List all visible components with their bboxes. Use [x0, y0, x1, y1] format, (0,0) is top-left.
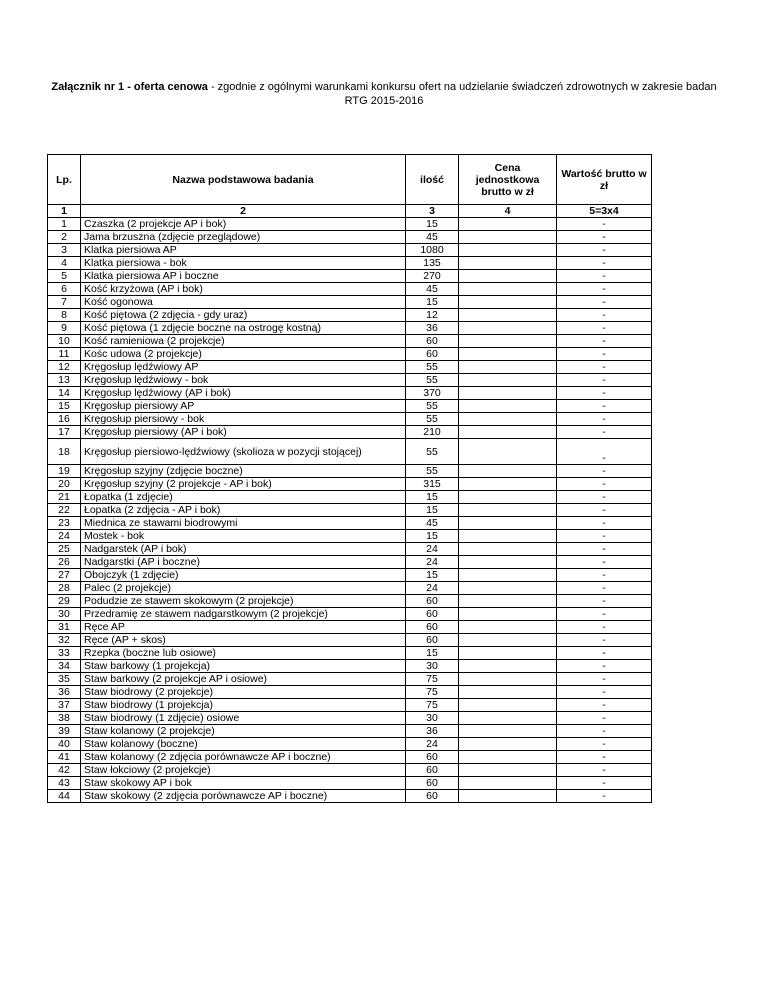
colnum-qty: 3: [406, 205, 459, 218]
row-gross-value: -: [557, 504, 652, 517]
row-unit-price: [459, 751, 557, 764]
row-exam-name: Kość piętowa (2 zdjęcia - gdy uraz): [81, 309, 406, 322]
row-lp: 8: [48, 309, 81, 322]
row-lp: 13: [48, 374, 81, 387]
row-unit-price: [459, 764, 557, 777]
row-quantity: 15: [406, 504, 459, 517]
header-name: Nazwa podstawowa badania: [81, 155, 406, 205]
row-quantity: 60: [406, 777, 459, 790]
row-exam-name: Łopatka (1 zdjęcie): [81, 491, 406, 504]
row-exam-name: Kość krzyżowa (AP i bok): [81, 283, 406, 296]
row-lp: 23: [48, 517, 81, 530]
colnum-name: 2: [81, 205, 406, 218]
row-gross-value: -: [557, 751, 652, 764]
row-quantity: 60: [406, 608, 459, 621]
row-unit-price: [459, 335, 557, 348]
table-row: [48, 660, 652, 673]
row-quantity: 55: [406, 374, 459, 387]
row-quantity: 210: [406, 426, 459, 439]
row-lp: 19: [48, 465, 81, 478]
row-unit-price: [459, 296, 557, 309]
row-lp: 28: [48, 582, 81, 595]
row-unit-price: [459, 725, 557, 738]
row-exam-name: Obojczyk (1 zdjęcie): [81, 569, 406, 582]
row-quantity: 15: [406, 569, 459, 582]
row-lp: 20: [48, 478, 81, 491]
table-row: [48, 699, 652, 712]
table-row: [48, 270, 652, 283]
colnum-price: 4: [459, 205, 557, 218]
row-quantity: 55: [406, 465, 459, 478]
row-exam-name: Klatka piersiowa AP i boczne: [81, 270, 406, 283]
table-row: [48, 686, 652, 699]
row-gross-value: -: [557, 777, 652, 790]
row-quantity: 12: [406, 309, 459, 322]
table-row: [48, 569, 652, 582]
row-quantity: 30: [406, 660, 459, 673]
row-unit-price: [459, 439, 557, 465]
row-gross-value: -: [557, 764, 652, 777]
row-lp: 25: [48, 543, 81, 556]
row-quantity: 24: [406, 543, 459, 556]
row-unit-price: [459, 738, 557, 751]
row-lp: 17: [48, 426, 81, 439]
row-gross-value: -: [557, 569, 652, 582]
row-quantity: 24: [406, 556, 459, 569]
table-row: [48, 491, 652, 504]
row-unit-price: [459, 647, 557, 660]
row-unit-price: [459, 374, 557, 387]
row-lp: 29: [48, 595, 81, 608]
table-row: [48, 400, 652, 413]
row-lp: 33: [48, 647, 81, 660]
heading-description: - zgodnie z ogólnymi warunkami konkursu ofert na udzielanie świadczeń zdrowotnych w zakresie badan RTG 2015-2016: [207, 81, 717, 107]
row-gross-value: -: [557, 257, 652, 270]
table-row: [48, 296, 652, 309]
header-lp: Lp.: [48, 155, 81, 205]
row-quantity: 135: [406, 257, 459, 270]
row-exam-name: Staw skokowy (2 zdjęcia porównawcze AP i boczne): [81, 790, 406, 803]
row-quantity: 30: [406, 712, 459, 725]
row-quantity: 60: [406, 335, 459, 348]
row-exam-name: Nadgarstki (AP i boczne): [81, 556, 406, 569]
row-quantity: 55: [406, 361, 459, 374]
row-unit-price: [459, 491, 557, 504]
row-unit-price: [459, 686, 557, 699]
row-quantity: 60: [406, 764, 459, 777]
row-lp: 32: [48, 634, 81, 647]
row-quantity: 1080: [406, 244, 459, 257]
row-unit-price: [459, 478, 557, 491]
row-exam-name: Palec (2 projekcje): [81, 582, 406, 595]
row-exam-name: Rzepka (boczne lub osiowe): [81, 647, 406, 660]
row-exam-name: Kręgosłup piersiowy AP: [81, 400, 406, 413]
row-quantity: 75: [406, 699, 459, 712]
row-exam-name: Staw łokciowy (2 projekcje): [81, 764, 406, 777]
colnum-value: 5=3x4: [557, 205, 652, 218]
row-exam-name: Kręgosłup piersiowo-lędźwiowy (skolioza w pozycji stojącej): [81, 439, 406, 465]
row-gross-value: -: [557, 218, 652, 231]
row-quantity: 60: [406, 634, 459, 647]
row-lp: 27: [48, 569, 81, 582]
row-quantity: 60: [406, 621, 459, 634]
row-exam-name: Staw barkowy (2 projekcje AP i osiowe): [81, 673, 406, 686]
row-quantity: 370: [406, 387, 459, 400]
row-exam-name: Podudzie ze stawem skokowym (2 projekcje): [81, 595, 406, 608]
table-row: [48, 283, 652, 296]
row-lp: 43: [48, 777, 81, 790]
row-quantity: 15: [406, 491, 459, 504]
table-row: [48, 530, 652, 543]
row-gross-value: -: [557, 556, 652, 569]
row-exam-name: Klatka piersiowa AP: [81, 244, 406, 257]
table-row: [48, 478, 652, 491]
row-gross-value: -: [557, 231, 652, 244]
table-row: [48, 751, 652, 764]
row-unit-price: [459, 673, 557, 686]
row-exam-name: Staw kolanowy (boczne): [81, 738, 406, 751]
row-unit-price: [459, 621, 557, 634]
row-exam-name: Kość ramieniowa (2 projekcje): [81, 335, 406, 348]
row-quantity: 55: [406, 439, 459, 465]
row-gross-value: -: [557, 530, 652, 543]
table-row: [48, 244, 652, 257]
table-row: [48, 322, 652, 335]
row-exam-name: Staw biodrowy (1 projekcja): [81, 699, 406, 712]
row-lp: 1: [48, 218, 81, 231]
row-gross-value: -: [557, 361, 652, 374]
table-row: [48, 647, 652, 660]
row-lp: 9: [48, 322, 81, 335]
row-quantity: 36: [406, 322, 459, 335]
row-unit-price: [459, 543, 557, 556]
row-gross-value: -: [557, 517, 652, 530]
row-exam-name: Kręgosłup lędźwiowy - bok: [81, 374, 406, 387]
row-exam-name: Łopatka (2 zdjęcia - AP i bok): [81, 504, 406, 517]
row-unit-price: [459, 283, 557, 296]
table-row: [48, 504, 652, 517]
row-exam-name: Kość piętowa (1 zdjęcie boczne na ostrogę kostną): [81, 322, 406, 335]
heading-bold-title: Załącznik nr 1 - oferta cenowa: [51, 81, 208, 93]
row-quantity: 15: [406, 296, 459, 309]
table-row: [48, 790, 652, 803]
row-exam-name: Kręgosłup piersiowy - bok: [81, 413, 406, 426]
row-gross-value: -: [557, 309, 652, 322]
row-quantity: 315: [406, 478, 459, 491]
row-quantity: 60: [406, 595, 459, 608]
header-price: Cena jednostkowa brutto w zł: [459, 155, 557, 205]
row-quantity: 15: [406, 530, 459, 543]
row-unit-price: [459, 244, 557, 257]
row-exam-name: Kręgosłup lędźwiowy (AP i bok): [81, 387, 406, 400]
table-row: [48, 595, 652, 608]
row-gross-value: -: [557, 543, 652, 556]
row-gross-value: -: [557, 374, 652, 387]
row-exam-name: Kręgosłup lędźwiowy AP: [81, 361, 406, 374]
row-gross-value: -: [557, 387, 652, 400]
row-lp: 6: [48, 283, 81, 296]
table-row: [48, 725, 652, 738]
row-gross-value: -: [557, 712, 652, 725]
row-exam-name: Nadgarstek (AP i bok): [81, 543, 406, 556]
header-qty: ilość: [406, 155, 459, 205]
row-exam-name: Czaszka (2 projekcje AP i bok): [81, 218, 406, 231]
row-quantity: 15: [406, 647, 459, 660]
row-lp: 12: [48, 361, 81, 374]
row-lp: 37: [48, 699, 81, 712]
row-gross-value: -: [557, 608, 652, 621]
row-gross-value: -: [557, 790, 652, 803]
row-exam-name: Kość ogonowa: [81, 296, 406, 309]
table-row: [48, 335, 652, 348]
row-unit-price: [459, 634, 557, 647]
row-unit-price: [459, 348, 557, 361]
row-exam-name: Staw kolanowy (2 zdjęcia porównawcze AP i boczne): [81, 751, 406, 764]
row-gross-value: -: [557, 400, 652, 413]
row-quantity: 45: [406, 517, 459, 530]
row-quantity: 24: [406, 738, 459, 751]
row-gross-value: -: [557, 491, 652, 504]
table-row: [48, 582, 652, 595]
table-row: [48, 517, 652, 530]
row-lp: 14: [48, 387, 81, 400]
row-exam-name: Staw biodrowy (2 projekcje): [81, 686, 406, 699]
row-exam-name: Ręce (AP + skos): [81, 634, 406, 647]
row-unit-price: [459, 530, 557, 543]
table-row: [48, 556, 652, 569]
table-row: [48, 738, 652, 751]
row-quantity: 60: [406, 348, 459, 361]
table-row: [48, 426, 652, 439]
column-numbers-row: [48, 205, 652, 218]
row-gross-value: -: [557, 621, 652, 634]
row-gross-value: -: [557, 348, 652, 361]
row-unit-price: [459, 322, 557, 335]
row-unit-price: [459, 582, 557, 595]
row-exam-name: Mostek - bok: [81, 530, 406, 543]
table-row: [48, 673, 652, 686]
row-lp: 21: [48, 491, 81, 504]
row-unit-price: [459, 712, 557, 725]
row-lp: 39: [48, 725, 81, 738]
row-lp: 40: [48, 738, 81, 751]
table-row: [48, 413, 652, 426]
row-gross-value: -: [557, 322, 652, 335]
row-quantity: 24: [406, 582, 459, 595]
row-quantity: 55: [406, 413, 459, 426]
row-unit-price: [459, 426, 557, 439]
table-row: [48, 777, 652, 790]
table-row: [48, 608, 652, 621]
row-lp: 41: [48, 751, 81, 764]
row-exam-name: Miednica ze stawami biodrowymi: [81, 517, 406, 530]
row-unit-price: [459, 309, 557, 322]
table-row: [48, 257, 652, 270]
row-gross-value: -: [557, 413, 652, 426]
table-row: [48, 348, 652, 361]
table-row: [48, 361, 652, 374]
row-lp: 36: [48, 686, 81, 699]
row-lp: 15: [48, 400, 81, 413]
row-unit-price: [459, 257, 557, 270]
row-lp: 7: [48, 296, 81, 309]
row-unit-price: [459, 270, 557, 283]
row-unit-price: [459, 413, 557, 426]
offer-table: [47, 154, 652, 803]
row-quantity: 75: [406, 686, 459, 699]
row-unit-price: [459, 699, 557, 712]
row-lp: 5: [48, 270, 81, 283]
row-gross-value: -: [557, 738, 652, 751]
row-unit-price: [459, 218, 557, 231]
header-row: [48, 155, 652, 205]
table-row: [48, 712, 652, 725]
row-gross-value: -: [557, 439, 652, 465]
row-unit-price: [459, 387, 557, 400]
row-gross-value: -: [557, 244, 652, 257]
row-quantity: 60: [406, 790, 459, 803]
row-gross-value: -: [557, 478, 652, 491]
row-gross-value: -: [557, 283, 652, 296]
row-exam-name: Przedramię ze stawem nadgarstkowym (2 projekcje): [81, 608, 406, 621]
row-exam-name: Ręce AP: [81, 621, 406, 634]
row-lp: 3: [48, 244, 81, 257]
document-heading: [40, 80, 728, 108]
table-row: [48, 621, 652, 634]
row-exam-name: Kręgosłup szyjny (zdjęcie boczne): [81, 465, 406, 478]
table-row: [48, 634, 652, 647]
row-unit-price: [459, 608, 557, 621]
row-exam-name: Klatka piersiowa - bok: [81, 257, 406, 270]
row-quantity: 45: [406, 231, 459, 244]
row-gross-value: -: [557, 634, 652, 647]
row-exam-name: Kręgosłup piersiowy (AP i bok): [81, 426, 406, 439]
row-exam-name: Staw biodrowy (1 zdjęcie) osiowe: [81, 712, 406, 725]
row-lp: 11: [48, 348, 81, 361]
table-row: [48, 309, 652, 322]
row-lp: 2: [48, 231, 81, 244]
row-gross-value: -: [557, 647, 652, 660]
table-row: [48, 387, 652, 400]
row-lp: 34: [48, 660, 81, 673]
row-exam-name: Staw kolanowy (2 projekcje): [81, 725, 406, 738]
row-unit-price: [459, 231, 557, 244]
row-lp: 4: [48, 257, 81, 270]
header-value: Wartość brutto w zł: [557, 155, 652, 205]
row-unit-price: [459, 400, 557, 413]
row-exam-name: Staw barkowy (1 projekcja): [81, 660, 406, 673]
row-gross-value: -: [557, 673, 652, 686]
row-unit-price: [459, 569, 557, 582]
row-unit-price: [459, 660, 557, 673]
table-row: [48, 218, 652, 231]
row-gross-value: -: [557, 296, 652, 309]
row-gross-value: -: [557, 270, 652, 283]
row-unit-price: [459, 556, 557, 569]
row-exam-name: Jama brzuszna (zdjęcie przeglądowe): [81, 231, 406, 244]
row-lp: 30: [48, 608, 81, 621]
row-gross-value: -: [557, 582, 652, 595]
table-row: [48, 543, 652, 556]
row-quantity: 36: [406, 725, 459, 738]
row-lp: 22: [48, 504, 81, 517]
row-gross-value: -: [557, 426, 652, 439]
row-lp: 38: [48, 712, 81, 725]
row-unit-price: [459, 777, 557, 790]
row-lp: 42: [48, 764, 81, 777]
row-exam-name: Kośc udowa (2 projekcje): [81, 348, 406, 361]
row-lp: 16: [48, 413, 81, 426]
row-lp: 18: [48, 439, 81, 465]
table-row: [48, 231, 652, 244]
row-lp: 44: [48, 790, 81, 803]
row-quantity: 15: [406, 218, 459, 231]
row-gross-value: -: [557, 335, 652, 348]
row-unit-price: [459, 504, 557, 517]
row-exam-name: Staw skokowy AP i bok: [81, 777, 406, 790]
row-exam-name: Kręgosłup szyjny (2 projekcje - AP i bok): [81, 478, 406, 491]
row-quantity: 45: [406, 283, 459, 296]
row-lp: 24: [48, 530, 81, 543]
row-gross-value: -: [557, 465, 652, 478]
row-lp: 31: [48, 621, 81, 634]
row-unit-price: [459, 595, 557, 608]
table-row: [48, 465, 652, 478]
table-row: [48, 764, 652, 777]
table-row: [48, 374, 652, 387]
row-quantity: 75: [406, 673, 459, 686]
table-row: [48, 439, 652, 465]
row-gross-value: -: [557, 595, 652, 608]
row-lp: 26: [48, 556, 81, 569]
row-gross-value: -: [557, 699, 652, 712]
row-unit-price: [459, 790, 557, 803]
row-quantity: 55: [406, 400, 459, 413]
row-gross-value: -: [557, 686, 652, 699]
row-unit-price: [459, 517, 557, 530]
row-unit-price: [459, 361, 557, 374]
row-lp: 10: [48, 335, 81, 348]
row-quantity: 270: [406, 270, 459, 283]
colnum-lp: 1: [48, 205, 81, 218]
row-lp: 35: [48, 673, 81, 686]
row-unit-price: [459, 465, 557, 478]
row-gross-value: -: [557, 660, 652, 673]
row-quantity: 60: [406, 751, 459, 764]
row-gross-value: -: [557, 725, 652, 738]
